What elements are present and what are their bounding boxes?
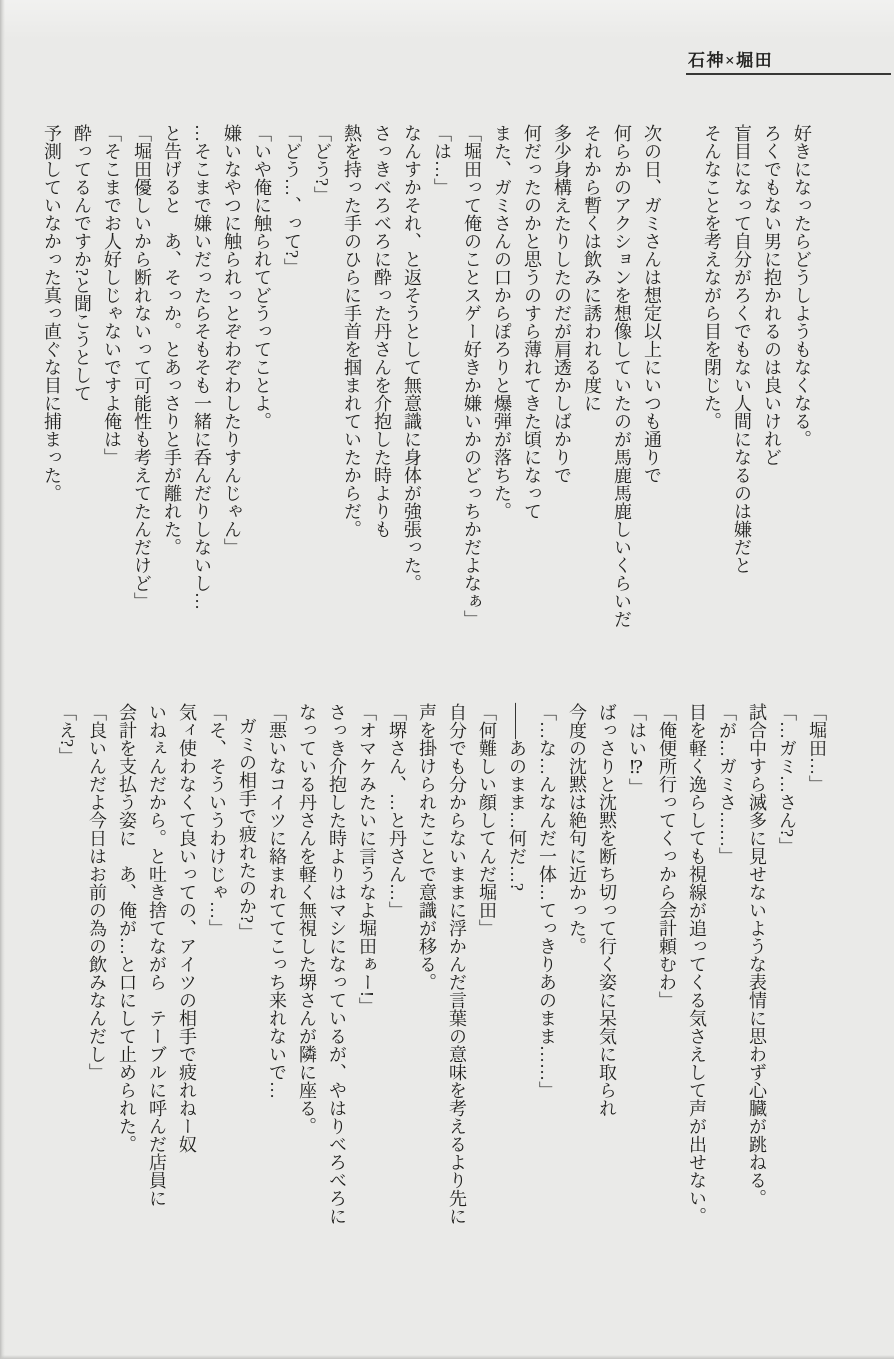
- text-column: 多少身構えたりしたのだが肩透かしばかりで: [552, 124, 572, 484]
- text-column: 「…な…んなんだ一体…てっきりあのまま……」: [537, 703, 557, 1099]
- text-column: 「いや俺に触られてどうってことよ。: [252, 124, 272, 430]
- upper-text-block: [37, 124, 817, 636]
- scan-left-edge: [0, 0, 5, 1359]
- paper-top-shading: [0, 0, 894, 40]
- text-column: そんなことを考えながら目を閉じた。: [702, 124, 722, 430]
- text-column: ばっさりと沈黙を断ち切って行く姿に呆気に取られ: [597, 703, 617, 1117]
- text-column: と告げると あ、そっか。とあっさりと手が離れた。: [162, 124, 182, 556]
- text-column: 自分でも分からないままに浮かんだ言葉の意味を考えるより先に: [447, 703, 467, 1225]
- text-column: 予測していなかった真っ直ぐな目に捕まった。: [42, 124, 62, 502]
- text-column: 今度の沈黙は絶句に近かった。: [567, 703, 587, 955]
- text-column: さっき介抱した時よりはマシになっているが、やはりべろべろに: [327, 703, 347, 1225]
- text-column: 試合中すら滅多に見せないような表情に思わず心臓が跳ねる。: [747, 703, 767, 1207]
- page-title: 石神×堀田: [688, 51, 774, 70]
- text-column: …そこまで嫌いだったらそもそも一緒に呑んだりしないし…: [192, 124, 212, 610]
- lower-text-block: [52, 703, 832, 1229]
- text-column: 「…ガミ…さん?」: [777, 703, 797, 855]
- text-column: 何だったのかと思うのすら薄れてきた頃になって: [522, 124, 542, 520]
- text-column: それから暫くは飲みに誘われる度に: [582, 124, 602, 412]
- text-column: さっきべろべろに酔った丹さんを介抱した時よりも: [372, 124, 392, 538]
- scan-bottom-edge: [0, 1355, 894, 1359]
- text-column: 「堀田…」: [807, 703, 827, 793]
- text-column: 「俺便所行ってくっから会計頼むわ」: [657, 703, 677, 1009]
- text-column: 「悪いなコイツに絡まれててこっち来れないで…: [267, 703, 287, 1099]
- text-column: 盲目になって自分がろくでもない人間になるのは嫌だと: [732, 124, 752, 574]
- text-column: また、ガミさんの口からぽろりと爆弾が落ちた。: [492, 124, 512, 520]
- text-column: なんすかそれ、と返そうとして無意識に身体が強張った。: [402, 124, 422, 592]
- text-column: 「どう?」: [312, 124, 332, 204]
- text-column: 「堺さん、…と丹さん…」: [387, 703, 407, 919]
- text-column: 「そこまでお人好しじゃないですよ俺は」: [102, 124, 122, 466]
- text-column: 「はい⁉」: [627, 703, 647, 796]
- text-column: 声を掛けられたことで意識が移る。: [417, 703, 437, 991]
- text-column: なっている丹さんを軽く無視した堺さんが隣に座る。: [297, 703, 317, 1135]
- text-column: 次の日、ガミさんは想定以上にいつも通りで: [642, 124, 662, 484]
- text-column: 会計を支払う姿に あ、俺が…と口にして止められた。: [117, 703, 137, 1153]
- text-column: 熱を持った手のひらに手首を掴まれていたからだ。: [342, 124, 362, 538]
- text-column: 「オマケみたいに言うなよ堀田ぁー!」: [357, 703, 377, 1015]
- text-column: 「は…」: [432, 124, 452, 196]
- text-column: 「どう…、って?」: [282, 124, 302, 276]
- text-column: 「堀田優しいから断れないって可能性も考えてたんだけど」: [132, 124, 152, 610]
- text-column: ガミの相手で疲れたのか?」: [237, 717, 257, 941]
- text-column: 酔ってるんですか?と聞こうとして: [72, 124, 92, 402]
- header-rule: [686, 73, 891, 75]
- text-column: 「何難しい顔してんだ堀田」: [477, 703, 497, 937]
- text-column: 「堀田って俺のことスゲー好きか嫌いかのどっちかだよなぁ」: [462, 124, 482, 628]
- text-column: 気ィ使わなくて良いっての、アイツの相手で疲れねー奴: [177, 703, 197, 1153]
- text-column: いねぇんだから。と吐き捨てながら テーブルに呼んだ店員に: [147, 703, 167, 1207]
- text-column: 「そ、そういうわけじゃ…」: [207, 703, 227, 937]
- text-column: 目を軽く逸らしても視線が追ってくる気さえして声が出せない。: [687, 703, 707, 1225]
- text-column: ろくでもない男に抱かれるのは良いけれど: [762, 124, 782, 466]
- text-column: 「え?」: [57, 703, 77, 765]
- text-column: 何らかのアクションを想像していたのが馬鹿馬鹿しいくらいだ: [612, 124, 632, 628]
- text-column: 「が…ガミさ……」: [717, 703, 737, 865]
- text-column: 「良いんだよ今日はお前の為の飲みなんだし」: [87, 703, 107, 1081]
- text-column: 好きになったらどうしようもなくなる。: [792, 124, 812, 448]
- text-column: ――あのまま…何だ…?: [507, 703, 527, 891]
- text-column: 嫌いなやつに触られっとぞわぞわしたりすんじゃん」: [222, 124, 242, 556]
